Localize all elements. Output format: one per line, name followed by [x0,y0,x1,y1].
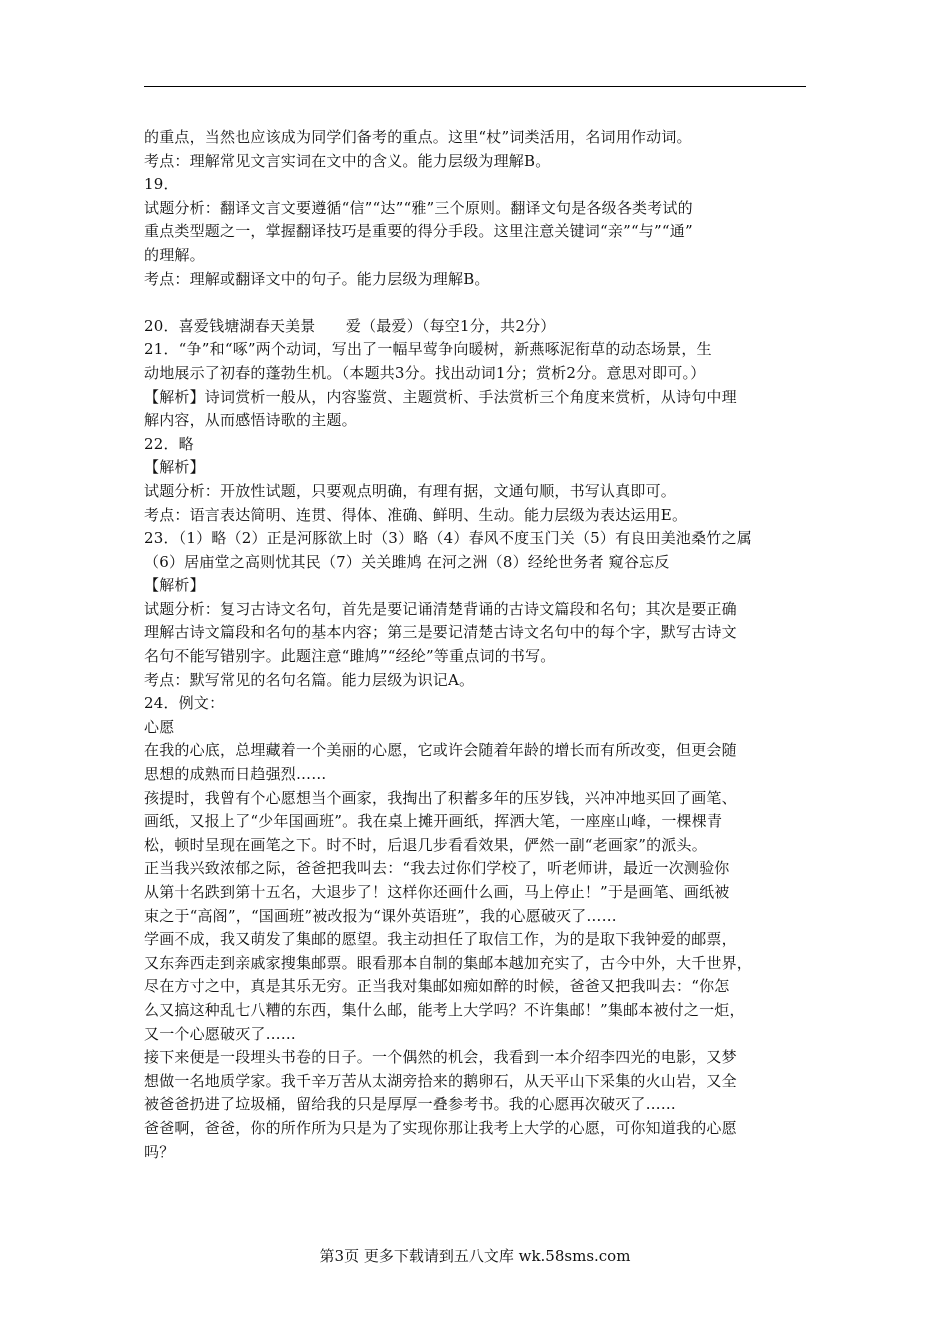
text-line: （6）居庙堂之高则忧其民（7）关关雎鸠 在河之洲（8）经纶世务者 窥谷忘反 [144,552,670,571]
text-line: 在我的心底，总埋藏着一个美丽的心愿，它或许会随着年龄的增长而有所改变，但更会随 [144,741,737,760]
text-line: 被爸爸扔进了垃圾桶，留给我的只是厚厚一叠参考书。我的心愿再次破灭了…… [144,1095,677,1114]
text-line: 又东奔西走到亲戚家搜集邮票。眼看那本自制的集邮本越加充实了，古今中外，大千世界， [144,953,753,972]
text-line: 试题分析：开放性试题，只要观点明确，有理有据，文通句顺，书写认真即可。 [144,481,677,500]
text-line: 心愿 [144,717,175,736]
text-line: 松，顿时呈现在画笔之下。时不时，后退几步看看效果，俨然一副“老画家”的派头。 [144,835,707,854]
text-line: 想做一名地质学家。我千辛万苦从太湖旁拾来的鹅卵石，从天平山下采集的火山岩，又全 [144,1071,737,1090]
text-line: 思想的成熟而日趋强烈…… [144,765,327,784]
text-line: 试题分析：翻译文言文要遵循“信”“达”“雅”三个原则。翻译文句是各级各类考试的 [144,198,693,217]
text-line: 从第十名跌到第十五名，大退步了！这样你还画什么画，马上停止！”于是画笔、画纸被 [144,883,730,901]
text-line: 正当我兴致浓郁之际，爸爸把我叫去：“我去过你们学校了，听老师讲，最近一次测验你 [144,859,730,878]
text-line: 23．（1）略（2）正是河豚欲上时（3）略（4）春风不度玉门关（5）有良田美池桑竹之属 [144,529,752,548]
text-line: 重点类型题之一，掌握翻译技巧是重要的得分手段。这里注意关键词“亲”“与”“通” [144,222,693,241]
text-line: 画纸，又报上了“少年国画班”。我在桌上摊开画纸，挥洒大笔，一座座山峰，一棵棵青 [144,812,723,831]
text-line: 尽在方寸之中，真是其乐无穷。正当我对集邮如痴如醉的时候，爸爸又把我叫去：“你怎 [144,977,730,996]
text-line: 19． [144,175,179,194]
text-line: 【解析】 [144,458,205,477]
text-line: 名句不能写错别字。此题注意“雎鸠”“经纶”等重点词的书写。 [144,647,556,666]
text-line: 又一个心愿破灭了…… [144,1024,297,1043]
text-line: 的理解。 [144,245,205,264]
page-footer: 第3页 更多下载请到五八文库 wk.58sms.com [319,1247,631,1265]
text-line: 22．略 [144,434,194,453]
text-line: 学画不成，我又萌发了集邮的愿望。我主动担任了取信工作，为的是取下我钟爱的邮票， [144,930,737,949]
text-line: 考点：默写常见的名句名篇。能力层级为识记A。 [144,670,475,689]
text-line: 20．喜爱钱塘湖春天美景 爱（最爱）（每空1分，共2分） [144,316,556,335]
document-body [144,126,808,1164]
text-line: 么又搞这种乱七八糟的东西，集什么邮，能考上大学吗？不许集邮！”集邮本被付之一炬， [144,1000,745,1019]
text-line: 理解古诗文篇段和名句的基本内容；第三是要记清楚古诗文名句中的每个字，默写古诗文 [144,623,737,642]
text-line: 吗？ [144,1142,175,1161]
text-line: 接下来便是一段埋头书卷的日子。一个偶然的机会，我看到一本介绍李四光的电影，又梦 [144,1048,737,1067]
blank-line [144,291,808,315]
text-line: 【解析】诗词赏析一般从，内容鉴赏、主题赏析、手法赏析三个角度来赏析，从诗句中理 [144,387,737,406]
text-line: 考点：理解或翻译文中的句子。能力层级为理解B。 [144,269,490,288]
text-line: 爸爸啊，爸爸，你的所作所为只是为了实现你那让我考上大学的心愿，可你知道我的心愿 [144,1118,737,1137]
text-line: 24．例文： [144,694,225,713]
text-line: 试题分析：复习古诗文名句，首先是要记诵清楚背诵的古诗文篇段和名句；其次是要正确 [144,599,737,618]
text-line: 考点：语言表达简明、连贯、得体、准确、鲜明、生动。能力层级为表达运用E。 [144,505,688,524]
text-line: 考点：理解常见文言实词在文中的含义。能力层级为理解B。 [144,151,551,170]
text-line: 【解析】 [144,576,205,595]
text-line: 束之于“高阁”，“国画班”被改报为“课外英语班”，我的心愿破灭了…… [144,906,617,925]
header-rule [144,86,806,87]
text-line: 孩提时，我曾有个心愿想当个画家，我掏出了积蓄多年的压岁钱，兴冲冲地买回了画笔、 [144,788,737,807]
text-line: 21．“争”和“啄”两个动词，写出了一幅早莺争向暖树，新燕啄泥衔草的动态场景，生 [144,340,712,359]
text-line: 的重点，当然也应该成为同学们备考的重点。这里“杖”词类活用，名词用作动词。 [144,128,692,146]
text-line: 动地展示了初春的蓬勃生机。（本题共3分。找出动词1分；赏析2分。意思对即可。） [144,363,706,382]
text-line: 解内容，从而感悟诗歌的主题。 [144,411,357,430]
